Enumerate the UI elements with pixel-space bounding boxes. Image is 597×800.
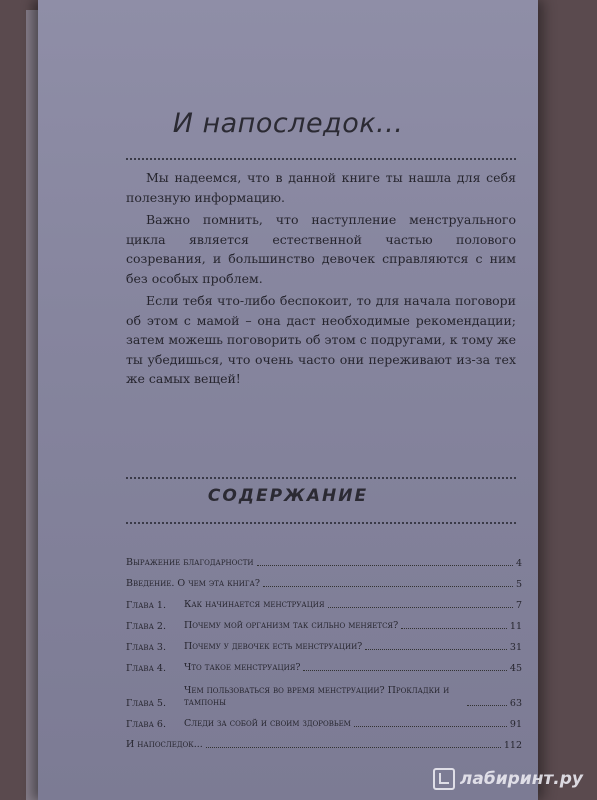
toc-entry-page: 5 bbox=[515, 579, 522, 590]
toc-entry-title: Почему у девочек есть менструации? bbox=[184, 641, 363, 652]
toc-leader bbox=[401, 628, 507, 629]
toc-entry-title: Что такое менструация? bbox=[184, 662, 301, 673]
toc-entry[interactable] bbox=[126, 569, 522, 590]
toc-entry[interactable] bbox=[126, 548, 522, 569]
toc-title: СОДЕРЖАНИЕ bbox=[207, 486, 369, 506]
toc-leader bbox=[206, 747, 501, 748]
paragraph: Если тебя что-либо беспокоит, то для начала поговори об этом с мамой – она даст необходимые рекомендации; затем можешь поговорить об этом с подругами, к тому же ты убедишься, что очень часто они переживают из-за тех же самых вещей! bbox=[126, 293, 516, 386]
toc-leader bbox=[467, 705, 507, 706]
toc-entry-page: 11 bbox=[509, 621, 522, 632]
toc-entry-page: 45 bbox=[509, 663, 522, 674]
toc-entry-title: Чем пользоваться во время менструации? Прокладки и тампоны bbox=[184, 685, 450, 708]
toc-entry-chapter: Глава 5. bbox=[126, 698, 166, 709]
body-text bbox=[126, 168, 516, 392]
book-page bbox=[38, 0, 538, 800]
toc-entry-chapter: Глава 1. bbox=[126, 600, 166, 611]
toc-entry-page: 91 bbox=[509, 719, 522, 730]
toc-entry[interactable] bbox=[126, 709, 522, 730]
toc-entry[interactable] bbox=[126, 590, 522, 611]
toc-entry[interactable] bbox=[126, 653, 522, 674]
toc-entry-title: И напоследок... bbox=[126, 739, 203, 750]
toc-entry-chapter: Глава 2. bbox=[126, 621, 166, 632]
toc-entry-page: 4 bbox=[515, 558, 522, 569]
toc-entry-title: Введение. О чем эта книга? bbox=[126, 578, 260, 589]
toc-entry[interactable] bbox=[126, 730, 522, 751]
dotted-divider bbox=[126, 522, 516, 524]
toc-leader bbox=[257, 565, 513, 566]
toc-leader bbox=[365, 649, 507, 650]
toc-leader bbox=[328, 607, 513, 608]
labirint-logo-icon bbox=[433, 768, 455, 790]
toc-entry[interactable] bbox=[126, 611, 522, 632]
toc-entry-page: 63 bbox=[509, 698, 522, 709]
toc-leader bbox=[354, 726, 507, 727]
paragraph: Важно помнить, что наступление менструального цикла является естественной частью полового созревания, и большинство девочек справляются с ним без особых проблем. bbox=[126, 212, 516, 286]
dotted-divider bbox=[126, 158, 516, 160]
toc-entry-title: Выражение благодарности bbox=[126, 557, 254, 568]
toc-leader bbox=[263, 586, 513, 587]
toc-entry-chapter: Глава 6. bbox=[126, 719, 166, 730]
toc-entry[interactable] bbox=[126, 674, 522, 709]
toc-entry-page: 7 bbox=[515, 600, 522, 611]
toc-entry-page: 112 bbox=[503, 740, 522, 751]
toc-entry-title: Почему мой организм так сильно меняется? bbox=[184, 620, 399, 631]
watermark-text: лабиринт.ру bbox=[459, 769, 583, 789]
toc-entry-chapter: Глава 3. bbox=[126, 642, 166, 653]
toc-entry[interactable] bbox=[126, 632, 522, 653]
labirint-watermark bbox=[433, 768, 583, 790]
toc-entry-title: Следи за собой и своим здоровьем bbox=[184, 718, 351, 729]
paragraph: Мы надеемся, что в данной книге ты нашла для себя полезную информацию. bbox=[126, 170, 516, 205]
page-title: И напоследок... bbox=[172, 108, 404, 139]
table-of-contents bbox=[126, 548, 522, 751]
dotted-divider bbox=[126, 477, 516, 479]
toc-entry-title: Как начинается менструация bbox=[184, 599, 325, 610]
toc-leader bbox=[303, 670, 506, 671]
toc-entry-chapter: Глава 4. bbox=[126, 663, 166, 674]
toc-entry-page: 31 bbox=[509, 642, 522, 653]
